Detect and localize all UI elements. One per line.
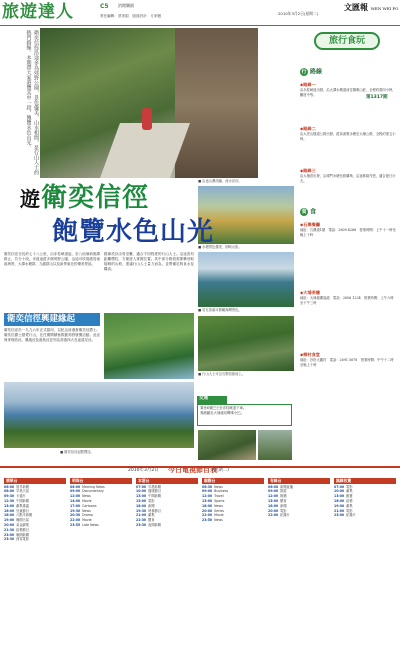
tv-program: 電影 bbox=[346, 484, 353, 489]
tv-program: Documentary bbox=[82, 489, 104, 494]
tv-program: 兒童節目 bbox=[16, 508, 29, 513]
food-heading: 食 食 bbox=[301, 208, 317, 216]
caption-5: ■ 衛奕信徑起點標誌。 bbox=[60, 450, 94, 454]
tv-time: 07:00 bbox=[334, 484, 345, 489]
tv-program: 動畫 bbox=[346, 494, 353, 499]
tv-program: 綜藝 bbox=[346, 499, 353, 504]
tv-program: Movie bbox=[82, 518, 92, 523]
food-3-text: 地址：沙田大圍村 電話：2691 5678 營業時間：中午十二時至晚上十時 bbox=[300, 358, 394, 367]
tv-time: 19:30 bbox=[70, 508, 81, 513]
tv-program: Late News bbox=[82, 523, 99, 528]
transport-box bbox=[197, 404, 292, 426]
tv-time: 19:00 bbox=[334, 503, 345, 508]
tv-program: News bbox=[214, 484, 223, 489]
tv-time: 09:00 bbox=[70, 489, 81, 494]
tv-program: 午間新聞 bbox=[148, 494, 161, 499]
tv-time: 15:00 bbox=[202, 499, 213, 504]
tv-listing bbox=[268, 513, 330, 518]
tv-program: News bbox=[214, 518, 223, 523]
tv-program: 晚間新聞 bbox=[16, 532, 29, 537]
tv-time: 21:00 bbox=[136, 513, 147, 518]
tv-program: 黃金劇集 bbox=[16, 523, 29, 528]
tv-program: 紀錄片 bbox=[346, 513, 356, 518]
caption-4: ■ 行山人士可沿石階拾級而上。 bbox=[198, 372, 246, 376]
tv-day: (星期二) bbox=[212, 468, 230, 473]
page-header bbox=[0, 0, 400, 26]
tv-program: 電影 bbox=[280, 508, 287, 513]
tv-time: 23:30 bbox=[4, 537, 15, 542]
trail-marker-photo bbox=[198, 430, 256, 460]
tv-program: 六點半新聞 bbox=[16, 513, 33, 518]
tv-time: 12:00 bbox=[202, 494, 213, 499]
tv-listing bbox=[136, 523, 198, 528]
tv-program: 新聞直播 bbox=[280, 484, 293, 489]
tv-program: News bbox=[214, 503, 223, 508]
tv-program: Morning News bbox=[82, 484, 105, 489]
tv-listing bbox=[4, 537, 66, 542]
tv-time: 13:00 bbox=[4, 503, 15, 508]
tv-date: 2010年3月2日 bbox=[128, 468, 159, 473]
tv-program: Travel bbox=[214, 494, 224, 499]
tv-program: 晨早新聞 bbox=[16, 484, 29, 489]
tv-program: 娛樂 bbox=[280, 494, 287, 499]
mountain-photo bbox=[104, 313, 194, 379]
tv-time: 14:00 bbox=[70, 499, 81, 504]
tv-time: 18:00 bbox=[4, 513, 15, 518]
tv-time: 20:00 bbox=[4, 523, 15, 528]
tv-program: 劇集 bbox=[346, 489, 353, 494]
tv-program: 晚間天氣 bbox=[16, 518, 29, 523]
tv-program: Sports bbox=[214, 499, 225, 504]
tv-time: 08:00 bbox=[4, 489, 15, 494]
tv-time: 13:00 bbox=[136, 494, 147, 499]
hiking-trail-photo bbox=[40, 28, 258, 178]
issue-number: 第1317期 bbox=[366, 95, 388, 100]
tv-time: 06:00 bbox=[70, 484, 81, 489]
tv-channel-name: 國際台 bbox=[202, 478, 264, 484]
tv-time: 13:00 bbox=[334, 494, 345, 499]
tv-program: 卡通片 bbox=[16, 494, 26, 499]
tv-time: 12:30 bbox=[4, 499, 15, 504]
tv-time: 06:00 bbox=[4, 484, 15, 489]
issue-date: 2010年3月2日(星期二) bbox=[278, 11, 319, 16]
newspaper-logo: 文匯報 WEN WEI PO bbox=[344, 2, 399, 12]
tv-listing bbox=[202, 518, 264, 523]
route-1-title: ◆路線一 bbox=[300, 82, 316, 87]
tv-time: 15:00 bbox=[136, 499, 147, 504]
tv-program: 深宵電影 bbox=[16, 537, 29, 542]
body-column-3: 衛奕信徑於一九九六年正式啟用，以紀念前港督衛奕信爵士。衛奕信爵士熱愛行山，在任期間積極推動郊野康樂活動。此徑與麥理浩徑、鳳凰徑及港島徑並列為香港四大長途遠足徑。 bbox=[4, 328, 100, 343]
tv-time: 09:00 bbox=[268, 489, 279, 494]
tv-time: 19:00 bbox=[4, 518, 15, 523]
tv-program: 時事節目 bbox=[148, 508, 161, 513]
page-number: C5 bbox=[100, 3, 109, 10]
tv-time: 06:30 bbox=[202, 484, 213, 489]
tv-program: Cartoons bbox=[82, 503, 97, 508]
food-2-title: ◆大埔茶樓 bbox=[300, 290, 320, 295]
subheading: 衛奕信徑興建緣起 bbox=[4, 313, 100, 326]
tv-time: 22:30 bbox=[136, 518, 147, 523]
tv-channel-name: 本港台 bbox=[136, 478, 198, 484]
tv-program: 劇集 bbox=[148, 513, 155, 518]
tv-program: 午間新聞 bbox=[16, 499, 29, 504]
tv-listing bbox=[334, 513, 396, 518]
tv-time: 16:00 bbox=[4, 508, 15, 513]
tv-program: Series bbox=[214, 508, 224, 513]
tv-channel-name: 翡翠台 bbox=[4, 478, 66, 484]
tv-program: 健康節目 bbox=[148, 489, 161, 494]
tv-time: 12:00 bbox=[70, 494, 81, 499]
tv-channel-name: 明珠台 bbox=[70, 478, 132, 484]
route-3-title: ◆路線三 bbox=[300, 168, 316, 173]
body-column-2: 路線設計由易至難，適合不同程度的行山人士。沿途設有距離標柱，方便遊人掌握位置。其中部分路段需要攀登較陡峭的山坡，建議行山人士量力而為，並帶備足夠食水及糧食。 bbox=[104, 252, 194, 272]
body-column-1: 衛奕信徑全長約七十八公里，由赤柱峽道起，至八仙嶺新娘潭路止，共分十段。步道途經多個郊野公園，沿途可欣賞港島南區海景、大潭水塘群、九龍群山以及新界東北的優美景致。 bbox=[4, 252, 100, 267]
tv-time: 18:00 bbox=[268, 503, 279, 508]
caption-3: ■ 站在高處可俯瞰海灣景色。 bbox=[198, 308, 242, 312]
tv-time: 18:00 bbox=[136, 503, 147, 508]
tv-program: News bbox=[82, 494, 91, 499]
headline-line-1: 遊衛奕信徑 bbox=[20, 183, 150, 213]
tv-program: 電影 bbox=[148, 499, 155, 504]
tv-time: 20:30 bbox=[70, 513, 81, 518]
tv-channel-column bbox=[136, 478, 198, 646]
tv-channel-column bbox=[70, 478, 132, 646]
tv-channel-name: 有線台 bbox=[268, 478, 330, 484]
tv-program: 綜藝節目 bbox=[16, 527, 29, 532]
tv-program: 早晨新聞 bbox=[148, 484, 161, 489]
tv-time: 10:00 bbox=[136, 489, 147, 494]
route-heading: 行 路線 bbox=[301, 68, 323, 76]
tv-time: 20:00 bbox=[202, 508, 213, 513]
tv-time: 19:30 bbox=[136, 508, 147, 513]
route-1-text: 由赤柱峽道出發，沿大潭水塘道前往陽明山莊，全程約需四小時，難度中等。 bbox=[300, 88, 396, 97]
bay-photo bbox=[198, 252, 294, 307]
tv-program: Movie bbox=[82, 499, 92, 504]
tv-time: 15:00 bbox=[268, 499, 279, 504]
tv-time: 22:00 bbox=[70, 518, 81, 523]
caption-1: ■ 沿途山澗清幽，流水淙淙。 bbox=[198, 179, 242, 183]
tv-program: 體育 bbox=[280, 499, 287, 504]
tv-program: 紀錄片 bbox=[280, 513, 290, 518]
tv-time: 21:00 bbox=[334, 508, 345, 513]
tv-channel-column bbox=[4, 478, 66, 646]
tv-time: 06:00 bbox=[268, 484, 279, 489]
tv-program: 新聞 bbox=[148, 503, 155, 508]
tv-program: 體育 bbox=[148, 518, 155, 523]
food-1-title: ◆石澳餐廳 bbox=[300, 222, 320, 227]
caption-2: ■ 水塘景色優美，倒映山影。 bbox=[198, 245, 242, 249]
tv-time: 23:30 bbox=[136, 523, 147, 528]
tv-listing bbox=[70, 523, 132, 528]
tv-program: 劇集 bbox=[346, 503, 353, 508]
tv-program: News bbox=[82, 508, 91, 513]
transport-line: 乘坐6號巴士至赤柱峽道下車。 bbox=[200, 406, 247, 410]
panorama-photo bbox=[4, 382, 194, 448]
tv-program: Business bbox=[214, 489, 229, 494]
tv-time: 23:50 bbox=[202, 518, 213, 523]
tv-channel-column bbox=[202, 478, 264, 646]
intro-text: 衛奕信徑沿途多為郊野公園，景色優美，山水相間，是行山人士的熱門路線。本期帶大家遊覽其中一段，飽覽水色山光。 bbox=[25, 30, 39, 175]
tv-program: 財經 bbox=[280, 489, 287, 494]
route-2-text: 由大老山隧道公路出發，經黃泥墩水塘至大埔公路，全程約需五小時。 bbox=[300, 132, 396, 141]
section-brand: 旅遊達人 bbox=[2, 2, 74, 22]
tv-time: 16:00 bbox=[334, 499, 345, 504]
tv-channel-column bbox=[334, 478, 396, 646]
tv-time: 23:00 bbox=[334, 513, 345, 518]
hillside-photo bbox=[198, 316, 294, 371]
food-2-text: 地址：大埔墟廣福道 電話：2656 1234 營業時間：上午六時至下午三時 bbox=[300, 296, 394, 305]
tv-time: 09:00 bbox=[202, 489, 213, 494]
tv-program: 新聞 bbox=[280, 503, 287, 508]
section-label: 消閒樂園 bbox=[118, 3, 134, 8]
tv-guide-title: 今日電視節目表 bbox=[168, 465, 217, 474]
tv-program: 早晨天氣 bbox=[16, 489, 29, 494]
tv-time: 17:00 bbox=[70, 503, 81, 508]
headline-line-2: 飽覽水色山光 bbox=[52, 217, 215, 247]
tv-time: 23:00 bbox=[4, 532, 15, 537]
tv-time: 22:00 bbox=[268, 513, 279, 518]
editor-line: 責任編輯：蔡美娟 版面設計：方家駿 bbox=[100, 14, 162, 18]
sidebar bbox=[296, 28, 398, 463]
tv-time: 10:00 bbox=[334, 489, 345, 494]
tv-time: 21:30 bbox=[4, 527, 15, 532]
sidebar-banner: 旅行食玩 bbox=[314, 32, 380, 50]
tv-time: 07:00 bbox=[136, 484, 147, 489]
tv-time: 18:00 bbox=[202, 503, 213, 508]
transport-heading: 交通 bbox=[197, 396, 227, 404]
tv-time: 12:00 bbox=[268, 494, 279, 499]
transport-line: 乘港鐵至大埔墟站轉乘小巴。 bbox=[200, 411, 245, 416]
tv-program: 劇集重溫 bbox=[16, 503, 29, 508]
tv-program: 電影 bbox=[346, 508, 353, 513]
signpost-photo bbox=[258, 430, 292, 460]
tv-time: 22:00 bbox=[202, 513, 213, 518]
tv-channel-column bbox=[268, 478, 330, 646]
tv-time: 23:55 bbox=[70, 523, 81, 528]
tv-channel-name: 無線收費 bbox=[334, 478, 396, 484]
tv-program: Movie bbox=[214, 513, 224, 518]
tv-time: 20:00 bbox=[268, 508, 279, 513]
tv-program: Drama bbox=[82, 513, 93, 518]
tv-time: 09:30 bbox=[4, 494, 15, 499]
food-1-text: 地址：石澳道1號 電話：2809 4268 營業時間：上午十一時至晚上十時 bbox=[300, 228, 396, 237]
route-2-title: ◆路線二 bbox=[300, 126, 316, 131]
route-3-text: 由大埔滘出發，沿城門水塘至鉛礦坳，沿途林蔭茂密，適合夏日行走。 bbox=[300, 174, 396, 183]
food-3-title: ◆鄉村食堂 bbox=[300, 352, 320, 357]
tv-program: 夜間新聞 bbox=[148, 523, 161, 528]
